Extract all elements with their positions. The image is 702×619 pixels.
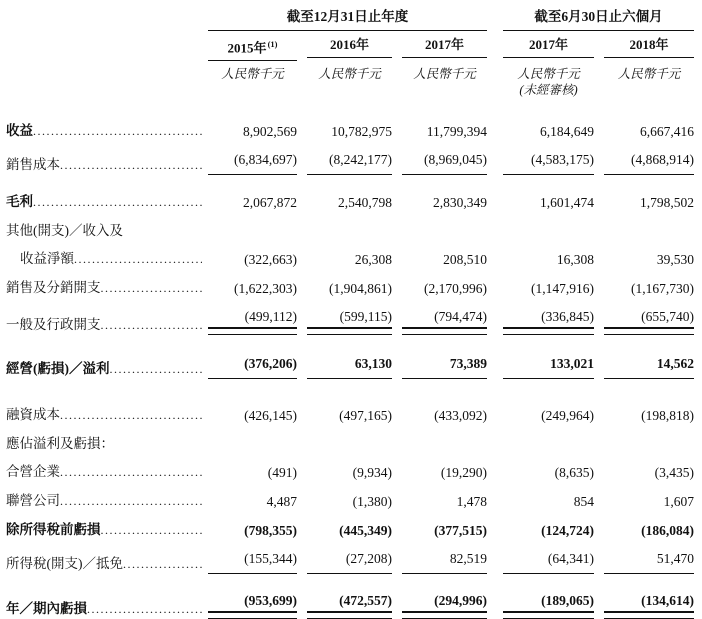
unit-label: 人民幣千元 xyxy=(517,67,580,82)
value-cell: (8,242,177) xyxy=(307,150,392,175)
value-cell: 82,519 xyxy=(402,549,487,574)
row-label: 所得稅(開支)／抵免 xyxy=(6,556,123,572)
unit-label-unaudited xyxy=(503,61,594,98)
dot-leader xyxy=(60,406,202,425)
value-cell: (64,341) xyxy=(503,549,594,574)
row-label-cell xyxy=(6,315,202,335)
value-cell: (798,355) xyxy=(244,523,297,539)
value-cell: 51,470 xyxy=(604,549,694,574)
value-cell: (134,614) xyxy=(604,591,694,619)
table-row xyxy=(6,307,694,335)
value-cell: 11,799,394 xyxy=(426,124,487,140)
dot-leader xyxy=(101,279,203,298)
value-cell: (3,435) xyxy=(654,465,694,481)
value-cell: (426,145) xyxy=(244,408,297,424)
row-label: 融資成本 xyxy=(6,407,60,423)
row-label: 毛利 xyxy=(6,194,33,210)
dot-leader xyxy=(60,463,202,482)
table-row xyxy=(6,121,694,141)
value-cell: 6,184,649 xyxy=(540,124,594,140)
row-label: 合營企業 xyxy=(6,464,60,480)
table-row xyxy=(6,491,694,511)
value-cell: 1,601,474 xyxy=(540,195,594,211)
unit-label: 人民幣千元 xyxy=(617,67,681,82)
header-group-row xyxy=(6,8,694,31)
value-cell: (655,740) xyxy=(604,307,694,335)
row-label: 經營(虧損)／溢利 xyxy=(6,361,110,377)
row-label: 銷售成本 xyxy=(6,157,60,173)
value-cell: (124,724) xyxy=(541,523,594,539)
column-header-2017-interim: 2017年 xyxy=(503,31,594,58)
dot-leader xyxy=(101,316,203,335)
value-cell: (794,474) xyxy=(402,307,487,335)
value-cell: 1,607 xyxy=(663,494,694,510)
value-cell: 10,782,975 xyxy=(331,124,392,140)
value-cell: 8,902,569 xyxy=(243,124,297,140)
row-label-cell xyxy=(6,359,202,379)
table-row xyxy=(6,150,694,175)
dot-leader xyxy=(110,360,203,379)
value-cell: (4,868,914) xyxy=(604,150,694,175)
table-row xyxy=(6,249,694,269)
value-cell: 4,487 xyxy=(266,494,297,510)
row-label-cell xyxy=(6,491,202,511)
table-row xyxy=(6,591,694,619)
row-label-cell xyxy=(6,554,202,574)
value-cell: (376,206) xyxy=(208,354,297,379)
unaudited-note: (未經審核) xyxy=(519,83,578,98)
row-label: 銷售及分銷開支 xyxy=(6,280,101,296)
value-cell: 2,540,798 xyxy=(338,195,392,211)
header-unit-row xyxy=(6,61,694,98)
table-row xyxy=(6,462,694,482)
period-group-interim: 截至6月30日止六個月 xyxy=(503,8,694,31)
column-header-2015 xyxy=(208,31,297,61)
dot-leader xyxy=(74,250,202,269)
value-cell: (155,344) xyxy=(208,549,297,574)
row-label: 收益 xyxy=(6,123,33,139)
value-cell: (294,996) xyxy=(402,591,487,619)
year-label: 2015年 xyxy=(227,40,267,56)
row-label: 除所得稅前虧損 xyxy=(6,522,101,538)
row-label-cell xyxy=(6,405,202,425)
value-cell: (19,290) xyxy=(440,465,487,481)
value-cell: 73,389 xyxy=(402,354,487,379)
footnote-marker: (1) xyxy=(267,39,278,49)
row-label: 年／期內虧損 xyxy=(6,601,87,617)
dot-leader xyxy=(60,492,202,511)
value-cell: 39,530 xyxy=(656,252,694,268)
dot-leader xyxy=(60,156,202,175)
row-label: 應佔溢利及虧損： xyxy=(6,436,114,452)
value-cell: 208,510 xyxy=(443,252,487,268)
value-cell: (198,818) xyxy=(641,408,694,424)
table-body xyxy=(6,121,694,619)
value-cell: 16,308 xyxy=(556,252,594,268)
value-cell: (1,380) xyxy=(352,494,392,510)
dot-leader xyxy=(101,521,203,540)
value-cell: (249,964) xyxy=(541,408,594,424)
row-label-cell xyxy=(6,462,202,482)
table-row xyxy=(6,549,694,574)
row-label-cell xyxy=(6,278,202,298)
unit-label: 人民幣千元 xyxy=(221,67,284,82)
row-label-cell xyxy=(6,192,202,212)
dot-leader xyxy=(33,122,202,141)
table-row xyxy=(6,221,694,240)
table-row xyxy=(6,405,694,425)
value-cell: (9,934) xyxy=(352,465,392,481)
dot-leader xyxy=(87,600,202,619)
value-cell: (497,165) xyxy=(339,408,392,424)
header-year-row xyxy=(6,31,694,61)
value-cell: (8,969,045) xyxy=(402,150,487,175)
row-label: 聯營公司 xyxy=(6,493,60,509)
value-cell: 6,667,416 xyxy=(640,124,694,140)
value-cell: 133,021 xyxy=(503,354,594,379)
unit-label: 人民幣千元 xyxy=(318,67,381,82)
value-cell: (377,515) xyxy=(434,523,487,539)
table-row xyxy=(6,278,694,298)
row-label-cell xyxy=(6,599,202,619)
value-cell: (336,845) xyxy=(503,307,594,335)
value-cell: (472,557) xyxy=(307,591,392,619)
value-cell: 1,798,502 xyxy=(640,195,694,211)
period-group-annual: 截至12月31日止年度 xyxy=(208,8,487,31)
value-cell: (322,663) xyxy=(244,252,297,268)
unit-label: 人民幣千元 xyxy=(413,67,476,82)
value-cell: 2,830,349 xyxy=(433,195,487,211)
row-label-cell xyxy=(6,434,202,453)
value-cell: (27,208) xyxy=(307,549,392,574)
column-header-2016: 2016年 xyxy=(307,31,392,58)
row-label: 收益淨額 xyxy=(20,251,74,267)
value-cell: (445,349) xyxy=(339,523,392,539)
row-label-cell xyxy=(6,520,202,540)
value-cell: (499,112) xyxy=(208,307,297,335)
value-cell: (186,084) xyxy=(641,523,694,539)
value-cell: (6,834,697) xyxy=(208,150,297,175)
row-label: 其他(開支)／收入及 xyxy=(6,223,123,239)
table-row xyxy=(6,354,694,379)
value-cell: (8,635) xyxy=(554,465,594,481)
value-cell: (491) xyxy=(267,465,297,481)
value-cell: (953,699) xyxy=(208,591,297,619)
row-label-cell xyxy=(6,249,202,269)
row-label: 一般及行政開支 xyxy=(6,317,101,333)
row-label-cell xyxy=(6,221,202,240)
value-cell: (189,065) xyxy=(503,591,594,619)
table-row xyxy=(6,520,694,540)
value-cell: (1,147,916) xyxy=(531,281,594,297)
value-cell: (599,115) xyxy=(307,307,392,335)
value-cell: 63,130 xyxy=(307,354,392,379)
value-cell: (4,583,175) xyxy=(503,150,594,175)
column-header-2017: 2017年 xyxy=(402,31,487,58)
dot-leader xyxy=(123,555,202,574)
value-cell: 26,308 xyxy=(354,252,392,268)
value-cell: 1,478 xyxy=(456,494,487,510)
value-cell: (433,092) xyxy=(434,408,487,424)
value-cell: 854 xyxy=(573,494,594,510)
value-cell: (1,167,730) xyxy=(631,281,694,297)
table-row xyxy=(6,434,694,453)
value-cell: 14,562 xyxy=(604,354,694,379)
value-cell: (1,622,303) xyxy=(234,281,297,297)
table-header xyxy=(6,8,694,98)
table-row xyxy=(6,192,694,212)
value-cell: (2,170,996) xyxy=(424,281,487,297)
value-cell: (1,904,861) xyxy=(329,281,392,297)
row-label-cell xyxy=(6,121,202,141)
dot-leader xyxy=(33,193,202,212)
column-header-2018-interim: 2018年 xyxy=(604,31,694,58)
value-cell: 2,067,872 xyxy=(243,195,297,211)
row-label-cell xyxy=(6,155,202,175)
